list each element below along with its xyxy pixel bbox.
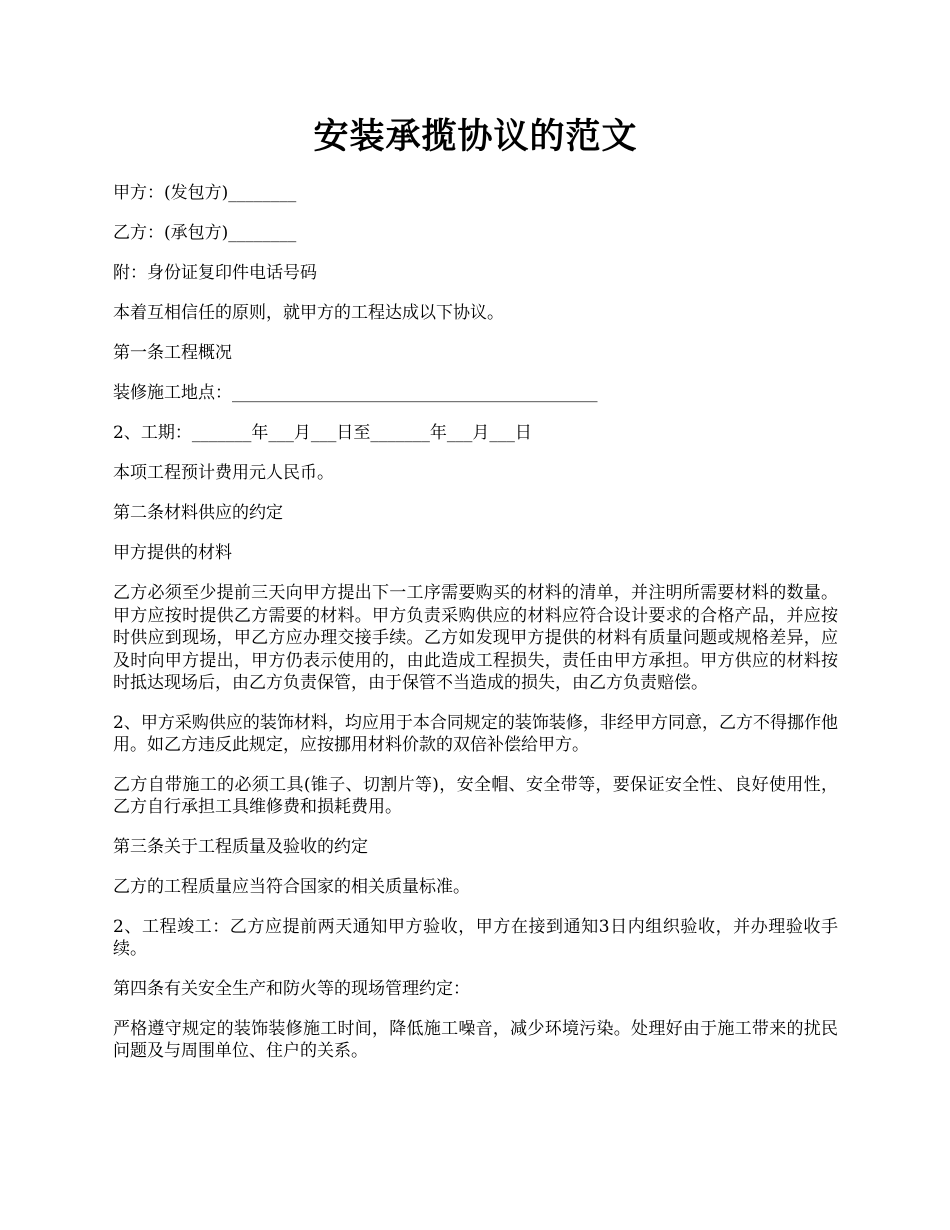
party-b-line: 乙方：(承包方)________ xyxy=(113,223,297,243)
party-a-materials-heading: 甲方提供的材料 xyxy=(113,543,232,563)
party-a-line: 甲方：(发包方)________ xyxy=(113,183,297,203)
construction-site-line: 装修施工地点：___________________________________________ xyxy=(113,383,598,403)
tools-paragraph: 乙方自带施工的必须工具(锥子、切割片等)，安全帽、安全带等，要保证安全性、良好使用性，乙方自行承担工具维修费和损耗费用。 xyxy=(113,774,838,817)
preamble-paragraph: 本着互相信任的原则，就甲方的工程达成以下协议。 xyxy=(113,303,504,323)
construction-period-line: 2、工期：_______年___月___日至_______年___月___日 xyxy=(113,423,532,443)
materials-usage-paragraph: 2、甲方采购供应的装饰材料，均应用于本合同规定的装饰装修，非经甲方同意，乙方不得挪作他用。如乙方违反此规定，应按挪用材料价款的双倍补偿给甲方。 xyxy=(113,712,838,755)
quality-standard-paragraph: 乙方的工程质量应当符合国家的相关质量标准。 xyxy=(113,876,470,897)
attachment-line: 附：身份证复印件电话号码 xyxy=(113,263,317,283)
article-4-heading: 第四条有关安全生产和防火等的现场管理约定： xyxy=(113,978,470,999)
article-1-heading: 第一条工程概况 xyxy=(113,343,232,363)
article-3-heading: 第三条关于工程质量及验收的约定 xyxy=(113,836,368,857)
materials-supply-paragraph: 乙方必须至少提前三天向甲方提出下一工序需要购买的材料的清单，并注明所需要材料的数量。甲方应按时提供乙方需要的材料。甲方负责采购供应的材料应符合设计要求的合格产品，并应按时供应到现场，甲乙方应办理交接手续。乙方如发现甲方提供的材料有质量问题或规格差异，应及时向甲方提出，甲方仍表示使用的，由此造成工程损失，责任由甲方承担。甲方供应的材料按时抵达现场后，由乙方负责保管，由于保管不当造成的损失，由乙方负责赔偿。 xyxy=(113,583,838,693)
completion-acceptance-paragraph: 2、工程竣工：乙方应提前两天通知甲方验收，甲方在接到通知3日内组织验收，并办理验收手续。 xyxy=(113,916,838,959)
site-management-paragraph: 严格遵守规定的装饰装修施工时间，降低施工噪音，减少环境污染。处理好由于施工带来的扰民问题及与周围单位、住户的关系。 xyxy=(113,1018,838,1061)
article-2-heading: 第二条材料供应的约定 xyxy=(113,503,283,523)
estimated-cost-line: 本项工程预计费用元人民币。 xyxy=(113,463,334,483)
document-title: 安装承揽协议的范文 xyxy=(313,116,638,157)
